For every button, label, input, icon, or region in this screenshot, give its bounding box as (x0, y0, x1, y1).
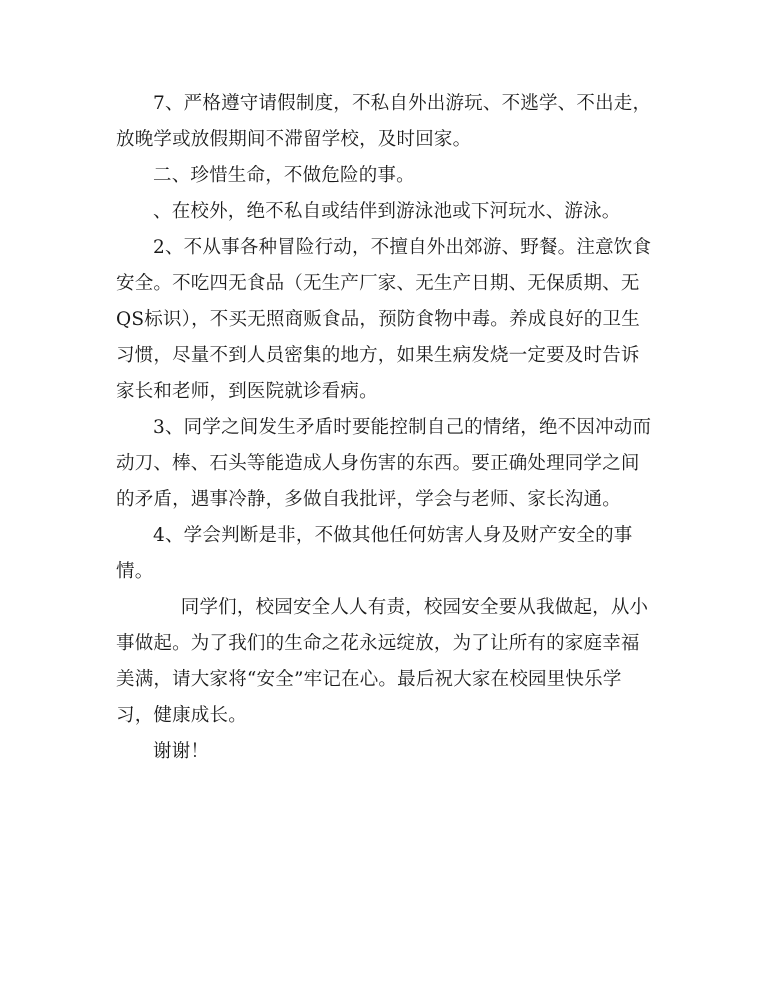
paragraph-closing-remarks: 同学们，校园安全人人有责，校园安全要从我做起，从小事做起。为了我们的生命之花永远绽放，为了让所有的家庭幸福美满，请大家将“安全”牢记在心。最后祝大家在校园里快乐学习，健康成长。 (116, 597, 649, 726)
paragraph-rule-2-food-safety: 2、不从事各种冒险行动，不擅自外出郊游、野餐。注意饮食安全。不吃四无食品（无生产厂家、无生产日期、无保质期、无QS标识），不买无照商贩食品，预防食物中毒。养成良好的卫生习惯，尽量不到人员密集的地方，如果生病发烧一定要及时告诉家长和老师，到医院就诊看病。 (116, 237, 652, 402)
paragraph-thanks: 谢谢！ (153, 741, 210, 762)
section-heading-cherish-life: 二、珍惜生命，不做危险的事。 (153, 165, 415, 186)
paragraph-rule-3-conflicts: 3、同学之间发生矛盾时要能控制自己的情绪，绝不因冲动而动刀、棒、石头等能造成人身伤害的东西。要正确处理同学之间的矛盾，遇事冷静，多做自我批评，学会与老师、家长沟通。 (116, 417, 652, 510)
paragraph-rule-4-judgment: 4、学会判断是非，不做其他任何妨害人身及财产安全的事情。 (116, 525, 633, 582)
paragraph-rule-7: 7、严格遵守请假制度，不私自外出游玩、不逃学、不出走，放晚学或放假期间不滞留学校，及时回家。 (116, 93, 652, 150)
document-body (116, 86, 656, 770)
paragraph-rule-1-swimming: 、在校外，绝不私自或结伴到游泳池或下河玩水、游泳。 (153, 201, 621, 222)
